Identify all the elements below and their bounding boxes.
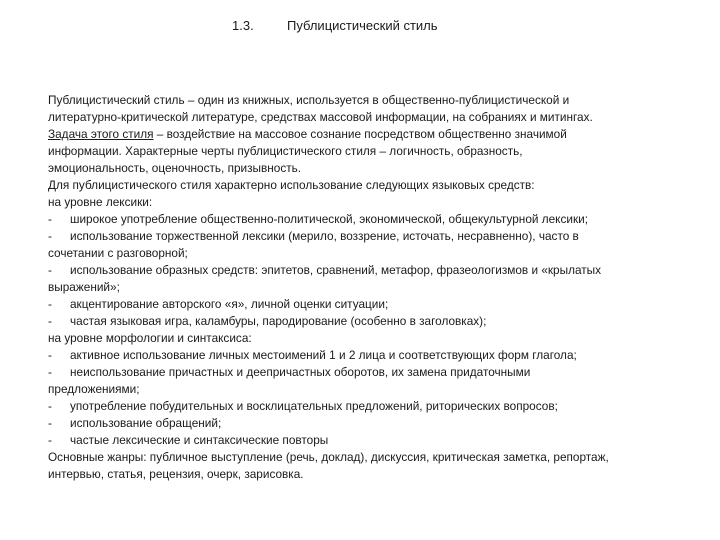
list-dash: - (48, 297, 52, 311)
line-text: сочетании с разговорной; (48, 246, 188, 260)
text-line (48, 109, 712, 126)
list-item (48, 432, 712, 449)
line-text: Для публицистического стиля характерно использование следующих языковых средств: (48, 178, 535, 192)
text-line (48, 381, 712, 398)
list-item (48, 415, 712, 432)
line-text: использование обращений; (70, 416, 222, 430)
text-line (48, 194, 712, 211)
list-dash: - (48, 433, 52, 447)
list-item (48, 313, 712, 330)
text-line (48, 466, 712, 483)
line-text: эмоциональность, оценочность, призывность. (48, 161, 302, 175)
list-dash: - (48, 399, 52, 413)
line-text: на уровне морфологии и синтаксиса: (48, 331, 252, 345)
line-text: предложениями; (48, 382, 140, 396)
list-dash: - (48, 314, 52, 328)
list-item (48, 211, 712, 228)
section-title: Публицистический стиль (287, 18, 438, 33)
underlined-phrase: Задача этого стиля (48, 127, 154, 141)
line-text: употребление побудительных и восклицательных предложений, риторических вопросов; (70, 399, 558, 413)
text-line (48, 143, 712, 160)
list-dash: - (48, 229, 52, 243)
line-text: неиспользование причастных и деепричастных оборотов, их замена придаточными (70, 365, 531, 379)
line-text: использование образных средств: эпитетов, сравнений, метафор, фразеологизмов и «крылатых (70, 263, 602, 277)
list-item (48, 296, 712, 313)
line-text: выражений»; (48, 280, 120, 294)
list-dash: - (48, 212, 52, 226)
list-dash: - (48, 416, 52, 430)
text-line (48, 449, 712, 466)
text-line (48, 330, 712, 347)
line-text: информации. Характерные черты публицистического стиля – логичность, образность, (48, 144, 523, 158)
section-number: 1.3. (232, 18, 254, 33)
line-text: на уровне лексики: (48, 195, 153, 209)
list-dash: - (48, 348, 52, 362)
list-item (48, 347, 712, 364)
text-line (48, 126, 712, 143)
line-text: широкое употребление общественно-политической, экономической, общекультурной лексики; (70, 212, 588, 226)
line-text: – воздействие на массовое сознание посредством общественно значимой (153, 127, 567, 141)
line-text: активное использование личных местоимений 1 и 2 лица и соответствующих форм глагола; (70, 348, 577, 362)
line-text: частые лексические и синтаксические повторы (70, 433, 329, 447)
line-text: частая языковая игра, каламбуры, пародирование (особенно в заголовках); (70, 314, 487, 328)
list-item (48, 398, 712, 415)
text-line (48, 279, 712, 296)
list-item (48, 228, 712, 245)
text-line (48, 177, 712, 194)
text-line (48, 160, 712, 177)
line-text: использование торжественной лексики (мерило, воззрение, источать, несравненно), часто в (70, 229, 579, 243)
text-line (48, 92, 712, 109)
line-text: Публицистический стиль – один из книжных, используется в общественно-публицистической и (48, 93, 570, 107)
line-text: литературно-критической литературе, средствах массовой информации, на собраниях и митингах. (48, 110, 593, 124)
text-line (48, 245, 712, 262)
line-text: интервью, статья, рецензия, очерк, зарисовка. (48, 467, 304, 481)
list-dash: - (48, 365, 52, 379)
list-dash: - (48, 263, 52, 277)
list-item (48, 364, 712, 381)
line-text: акцентирование авторского «я», личной оценки ситуации; (70, 297, 389, 311)
line-text: Основные жанры: публичное выступление (речь, доклад), дискуссия, критическая заметка, репортаж, (48, 450, 609, 464)
body-text (48, 92, 712, 483)
list-item (48, 262, 712, 279)
